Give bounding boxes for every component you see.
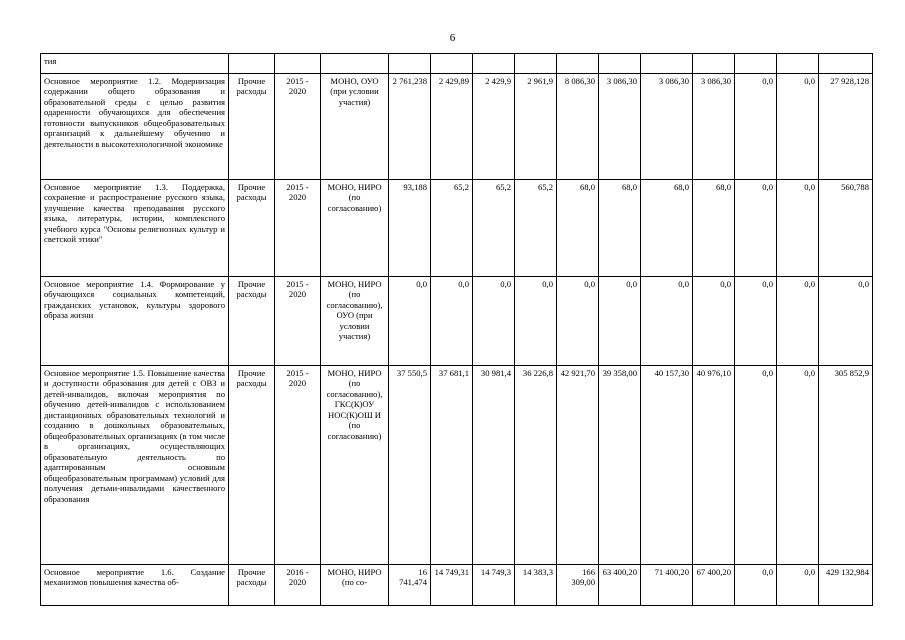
table-row [41,277,873,366]
executor-cell: МОНО, НИРО (по согласованию) [321,180,389,277]
value-cell: 0,0 [515,277,557,366]
value-cell: 3 086,30 [599,74,641,180]
value-cell: 16 741,474 [389,565,431,606]
value-cell: 65,2 [515,180,557,277]
expense-type-cell: Прочие расходы [229,277,275,366]
expense-type-cell: Прочие расходы [229,74,275,180]
value-cell: 560,788 [819,180,873,277]
budget-table [40,53,873,606]
value-cell: 429 132,984 [819,565,873,606]
value-cell: 68,0 [557,180,599,277]
expense-type-cell: Прочие расходы [229,366,275,565]
value-cell: 305 852,9 [819,366,873,565]
table-row [41,366,873,565]
value-cell: 65,2 [431,180,473,277]
value-cell: 40 976,10 [693,366,735,565]
value-cell: 0,0 [557,277,599,366]
value-cell: 93,188 [389,180,431,277]
value-cell: 3 086,30 [641,74,693,180]
value-cell: 39 358,00 [599,366,641,565]
value-cell: 166 309,00 [557,565,599,606]
table-row-continuation [41,54,873,74]
table-row [41,74,873,180]
value-cell: 0,0 [777,565,819,606]
value-cell: 14 749,31 [431,565,473,606]
value-cell: 30 981,4 [473,366,515,565]
value-cell: 2 429,89 [431,74,473,180]
value-cell: 0,0 [777,366,819,565]
expense-type-cell: Прочие расходы [229,180,275,277]
value-cell: 37 550,5 [389,366,431,565]
period-cell: 2015 - 2020 [275,180,321,277]
executor-cell: МОНО, ОУО (при условии участия) [321,74,389,180]
period-cell: 2015 - 2020 [275,277,321,366]
activity-description: Основное мероприятие 1.4. Формирование у обучающихся социальных компетенций, гражданских установок, культуры здорового образа жизни [41,277,229,366]
executor-cell: МОНО, НИРО (по согласованию), ОУО (при условии участия) [321,277,389,366]
expense-type-cell: Прочие расходы [229,565,275,606]
value-cell: 0,0 [819,277,873,366]
value-cell: 36 226,8 [515,366,557,565]
value-cell: 0,0 [735,277,777,366]
continuation-cell: тия [41,54,229,74]
value-cell: 68,0 [693,180,735,277]
value-cell: 0,0 [777,277,819,366]
value-cell: 63 400,20 [599,565,641,606]
value-cell: 8 086,30 [557,74,599,180]
value-cell: 0,0 [389,277,431,366]
value-cell: 14 383,3 [515,565,557,606]
period-cell: 2016 - 2020 [275,565,321,606]
value-cell: 0,0 [777,74,819,180]
table-row [41,565,873,606]
value-cell: 2 429,9 [473,74,515,180]
value-cell: 0,0 [735,180,777,277]
table-row [41,180,873,277]
activity-description: Основное мероприятие 1.2. Модернизация содержании общего образования и образовательной среды с целью развития одаренности обучающихся для обеспечения готовности выпускников общеобразовательных организаций к дальнейшему обучению и деятельности в высокотехнологичной экономике [41,74,229,180]
value-cell: 67 400,20 [693,565,735,606]
value-cell: 68,0 [641,180,693,277]
activity-description: Основное мероприятие 1.3. Поддержка, сохранение и распространение русского языка, улучшение качества преподавания русского языка, литературы, истории, комплексного учебного курса "Основы религиозных культур и светской этики" [41,180,229,277]
value-cell: 37 681,1 [431,366,473,565]
value-cell: 3 086,30 [693,74,735,180]
value-cell: 0,0 [641,277,693,366]
value-cell: 2 761,238 [389,74,431,180]
value-cell: 0,0 [431,277,473,366]
page-number: 6 [449,32,456,44]
period-cell: 2015 - 2020 [275,74,321,180]
value-cell: 0,0 [473,277,515,366]
value-cell: 42 921,70 [557,366,599,565]
value-cell: 71 400,20 [641,565,693,606]
value-cell: 68,0 [599,180,641,277]
executor-cell: МОНО, НИРО (по со- [321,565,389,606]
activity-description: Основное мероприятие 1.6. Создание механизмов повышения качества об- [41,565,229,606]
value-cell: 2 961,9 [515,74,557,180]
value-cell: 0,0 [735,366,777,565]
value-cell: 0,0 [777,180,819,277]
value-cell: 0,0 [735,74,777,180]
executor-cell: МОНО, НИРО (по согласованию), ГКС(К)ОУ НОС(К)ОШ И (по согласованию) [321,366,389,565]
value-cell: 14 749,3 [473,565,515,606]
period-cell: 2015 - 2020 [275,366,321,565]
value-cell: 0,0 [599,277,641,366]
value-cell: 0,0 [693,277,735,366]
activity-description: Основное мероприятие 1.5. Повышение качества и доступности образования для детей с ОВЗ и детей-инвалидов, включая мероприятия по обучению детей-инвалидов с использованием дистанционных образовательных технологий и созданию в дошкольных образовательных, общеобразовательных организациях (в том числе в организациях, осуществляющих образовательную деятельность по адаптированным основным общеобразовательным программам) условий для получения детьми-инвалидами качественного образования [41,366,229,565]
value-cell: 27 928,128 [819,74,873,180]
value-cell: 40 157,30 [641,366,693,565]
value-cell: 0,0 [735,565,777,606]
value-cell: 65,2 [473,180,515,277]
